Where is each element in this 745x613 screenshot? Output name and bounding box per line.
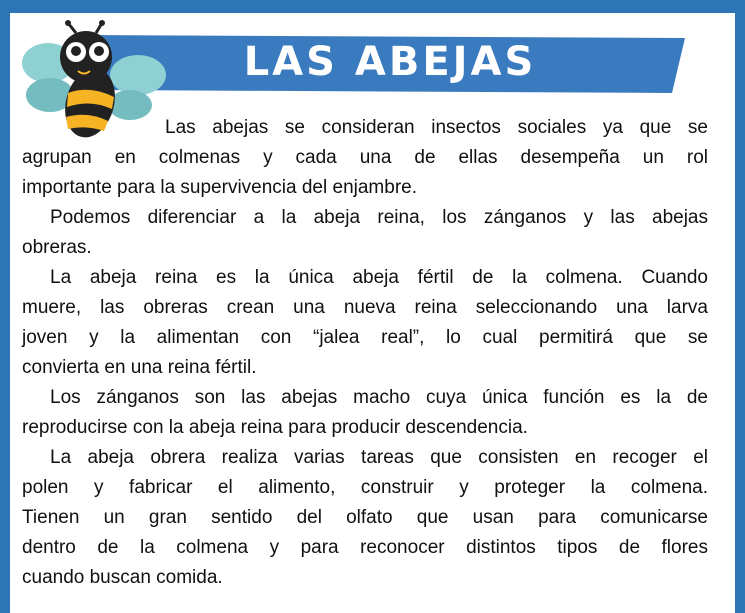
text-line: dentro de la colmena y para reconocer distintos tipos de flores — [22, 537, 708, 558]
text-line: importante para la supervivencia del enjambre. — [22, 177, 417, 198]
text-line: La abeja reina es la única abeja fértil de la colmena. Cuando — [50, 267, 708, 288]
text-line: muere, las obreras crean una nueva reina seleccionando una larva — [22, 297, 708, 318]
body-text — [22, 113, 708, 593]
text-line: convierta en una reina fértil. — [22, 357, 257, 378]
text-line: agrupan en colmenas y cada una de ellas desempeña un rol — [22, 147, 708, 168]
text-line: joven y la alimentan con “jalea real”, lo cual permitirá que se — [22, 327, 708, 348]
text-line: obreras. — [22, 237, 92, 258]
text-line: Podemos diferenciar a la abeja reina, los zánganos y las abejas — [50, 207, 708, 228]
text-line: La abeja obrera realiza varias tareas que consisten en recoger el — [50, 447, 708, 468]
text-line: cuando buscan comida. — [22, 567, 223, 588]
document-page — [10, 13, 735, 613]
text-line: reproducirse con la abeja reina para producir descendencia. — [22, 417, 528, 438]
text-line: Los zánganos son las abejas macho cuya única función es la de — [50, 387, 708, 408]
text-line: polen y fabricar el alimento, construir y proteger la colmena. — [22, 477, 708, 498]
text-line: Las abejas se consideran insectos sociales ya que se — [165, 117, 708, 138]
text-line: Tienen un gran sentido del olfato que usan para comunicarse — [22, 507, 708, 528]
page-title: LAS ABEJAS — [243, 39, 537, 85]
